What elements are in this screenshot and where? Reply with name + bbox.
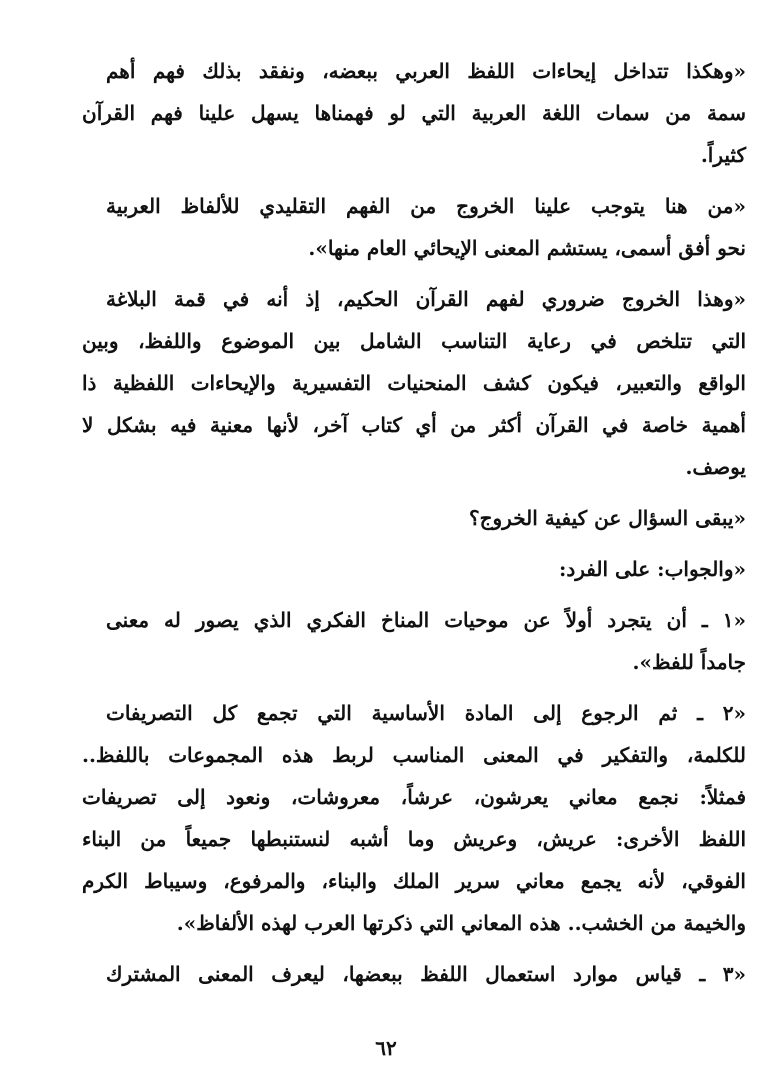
page-number: ٦٢ [375,1036,397,1060]
text-line: كثيراً. [700,143,746,167]
text-line: «٣ ـ قياس موارد استعمال اللفظ ببعضها، ليعرف المعنى المشترك [106,962,746,986]
text-line: «من هنا يتوجب علينا الخروج من الفهم التقليدي للألفاظ العربية [106,194,746,218]
text-line: «يبقى السؤال عن كيفية الخروج؟ [468,506,746,530]
text-line: اللفظ الأخرى: عريش، وعريش وما أشبه لنستنبطها جميعاً من البناء [82,827,746,851]
text-line: للكلمة، والتفكير في المعنى المناسب لربط هذه المجموعات باللفظ.. [82,743,746,767]
text-line: أهمية خاصة في القرآن أكثر من أي كتاب آخر، لأنها معنية فيه بشكل لا [82,413,746,437]
text-line: التي تتلخص في رعاية التناسب الشامل بين الموضوع واللفظ، وبين [82,329,746,353]
text-line: «وهذا الخروج ضروري لفهم القرآن الحكيم، إذ أنه في قمة البلاغة [106,287,746,311]
text-line: والخيمة من الخشب.. هذه المعاني التي ذكرتها العرب لهذه الألفاظ». [176,911,746,935]
text-line: نحو أفق أسمى، يستشم المعنى الإيحائي العام منها». [308,236,746,260]
text-line: «والجواب: على الفرد: [558,557,746,581]
text-line: «١ ـ أن يتجرد أولاً عن موحيات المناخ الفكري الذي يصور له معنى [106,608,746,632]
text-line: يوصف. [685,455,746,479]
text-line: الفوقي، لأنه يجمع معاني سرير الملك والبناء، والمرفوع، وسيباط الكرم [82,869,746,893]
text-line: سمة من سمات اللغة العربية التي لو فهمناها يسهل علينا فهم القرآن [82,101,746,125]
text-line: الواقع والتعبير، فيكون كشف المنحنيات التفسيرية والإيحاءات اللفظية ذا [82,371,746,395]
text-line: جامداً للفظ». [632,650,746,674]
text-line: «٢ ـ ثم الرجوع إلى المادة الأساسية التي تجمع كل التصريفات [106,701,746,725]
text-line: فمثلاً: نجمع معاني يعرشون، عرشاً، معروشات، ونعود إلى تصريفات [82,785,746,809]
text-line: «وهكذا تتداخل إيحاءات اللفظ العربي ببعضه، ونفقد بذلك فهم أهم [106,59,746,83]
